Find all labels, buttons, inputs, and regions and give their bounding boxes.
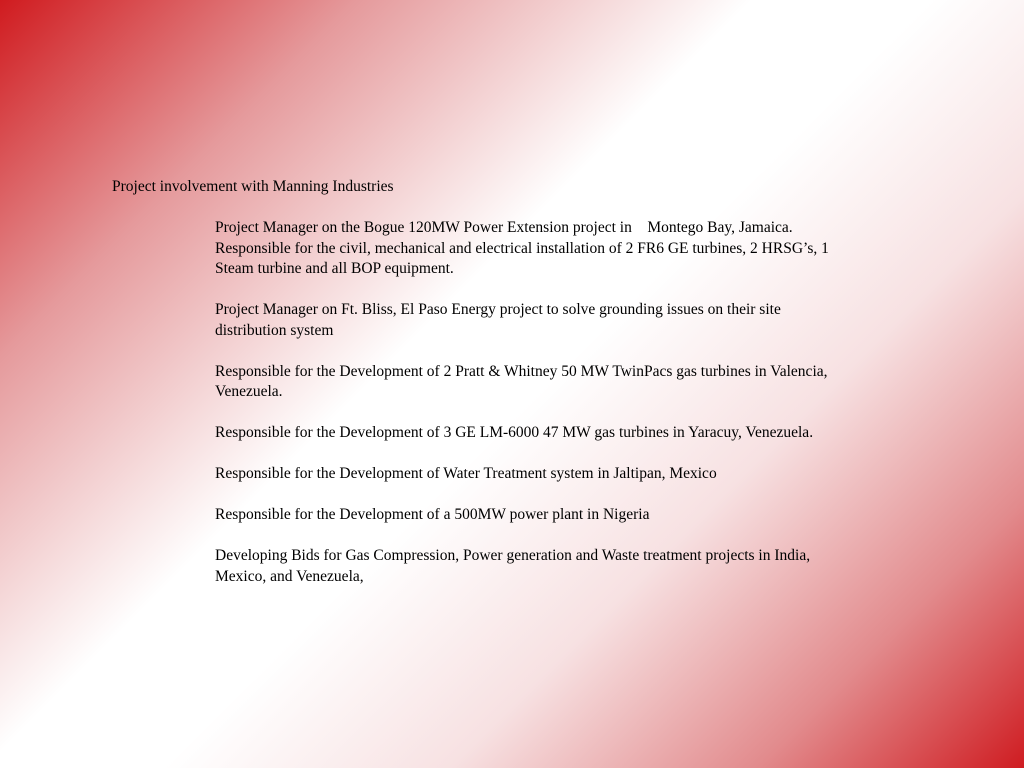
paragraph-line: distribution system [215,321,334,339]
paragraph-line: Responsible for the Development of 2 Pratt & Whitney 50 MW TwinPacs gas turbines in Valencia, [215,362,828,380]
paragraph-valencia-project [215,362,905,403]
slide-heading: Project involvement with Manning Industries [112,178,394,195]
paragraph-line: Responsible for the Development of Water Treatment system in Jaltipan, Mexico [215,465,717,482]
paragraph-line: Responsible for the Development of a 500MW power plant in Nigeria [215,506,650,523]
paragraph-ft-bliss-project [215,300,905,341]
paragraph-jaltipan-project [215,464,905,485]
paragraph-line: Venezuela. [215,383,283,400]
paragraph-yaracuy-project [215,423,905,444]
paragraph-line: Responsible for the civil, mechanical and electrical installation of 2 FR6 GE turbines, 2 HRSG’s, 1 [215,239,829,257]
slide-body [215,218,905,608]
paragraph-line: Project Manager on Ft. Bliss, El Paso Energy project to solve grounding issues on their site [215,301,781,318]
paragraph-line: Steam turbine and all BOP equipment. [215,260,454,277]
paragraph-line: Responsible for the Development of 3 GE LM-6000 47 MW gas turbines in Yaracuy, Venezuela. [215,424,814,441]
paragraph-line: Project Manager on the Bogue 120MW Power Extension project in Montego Bay, Jamaica. [215,219,793,236]
paragraph-line: Developing Bids for Gas Compression, Power generation and Waste treatment projects in India, [215,547,811,564]
paragraph-bids [215,546,905,587]
paragraph-nigeria-project [215,505,905,526]
paragraph-line: Mexico, and Venezuela, [215,567,364,585]
paragraph-bogue-project [215,218,905,280]
